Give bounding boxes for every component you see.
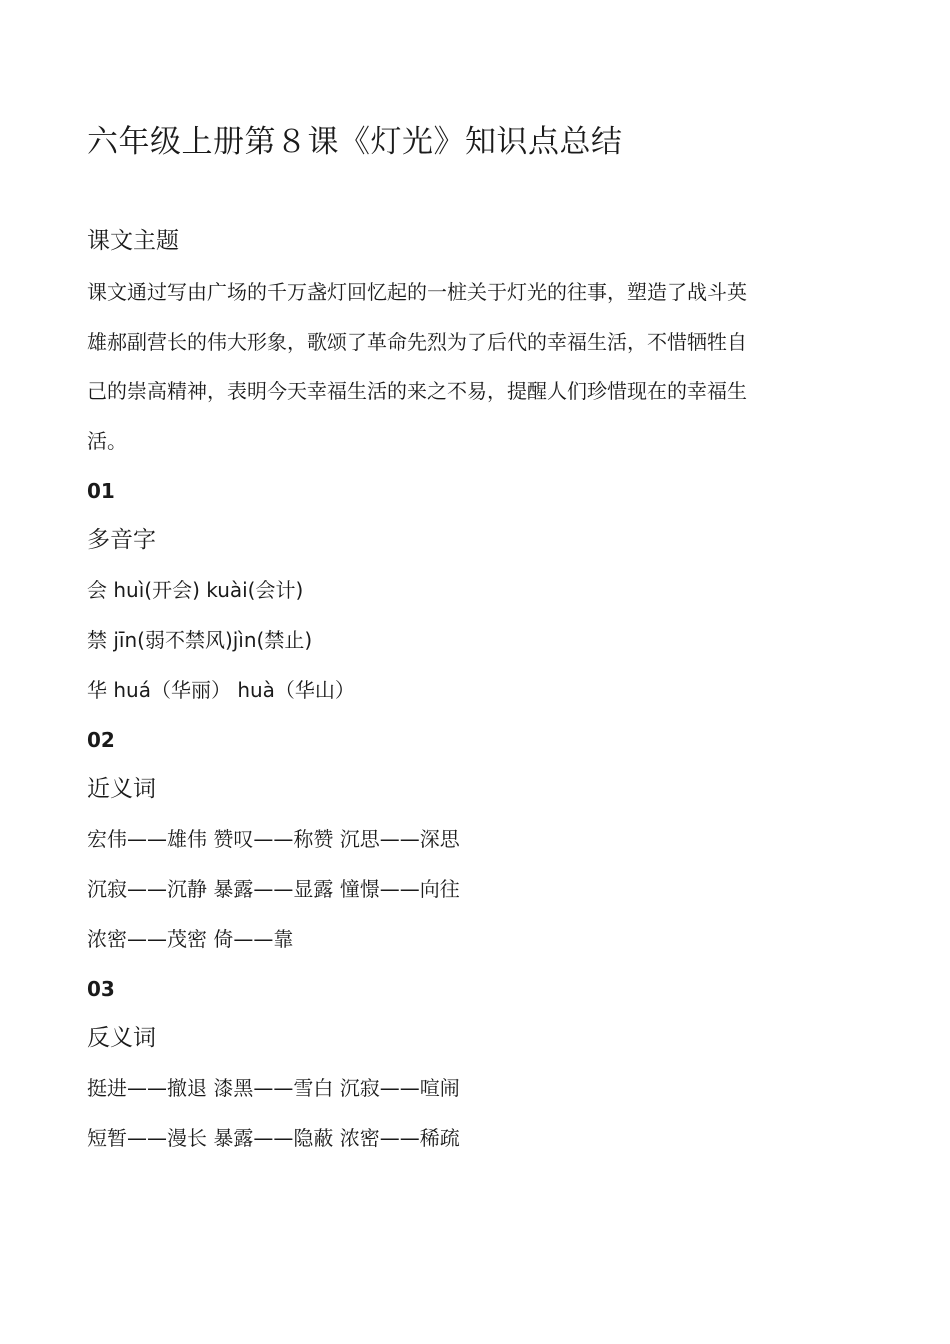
page-title: 六年级上册第８课《灯光》知识点总结: [87, 124, 623, 160]
synonym-line: 沉寂——沉静 暴露——显露 憧憬——向往: [87, 877, 460, 901]
section-number: 02: [87, 728, 115, 752]
section-heading-synonyms: 近义词: [87, 776, 156, 802]
theme-paragraph-line: 雄郝副营长的伟大形象，歌颂了革命先烈为了后代的幸福生活，不惜牺牲自: [87, 330, 747, 354]
polyphonic-line: 会 huì(开会) kuài(会计): [87, 578, 304, 602]
theme-paragraph-line: 己的崇高精神，表明今天幸福生活的来之不易，提醒人们珍惜现在的幸福生: [87, 379, 747, 403]
theme-paragraph-line: 课文通过写由广场的千万盏灯回忆起的一桩关于灯光的往事，塑造了战斗英: [87, 280, 747, 304]
section-heading-antonyms: 反义词: [87, 1025, 156, 1051]
section-heading-polyphonic: 多音字: [87, 527, 156, 553]
antonym-line: 挺进——撤退 漆黑——雪白 沉寂——喧闹: [87, 1076, 460, 1100]
antonym-line: 短暂——漫长 暴露——隐蔽 浓密——稀疏: [87, 1126, 460, 1150]
polyphonic-line: 禁 jīn(弱不禁风)jìn(禁止): [87, 628, 313, 652]
section-number: 01: [87, 479, 115, 503]
theme-paragraph-line: 活。: [87, 429, 127, 453]
theme-heading: 课文主题: [87, 228, 179, 254]
polyphonic-line: 华 huá（华丽） huà（华山）: [87, 678, 355, 702]
synonym-line: 浓密——茂密 倚——靠: [87, 927, 294, 951]
synonym-line: 宏伟——雄伟 赞叹——称赞 沉思——深思: [87, 827, 460, 851]
section-number: 03: [87, 977, 115, 1001]
